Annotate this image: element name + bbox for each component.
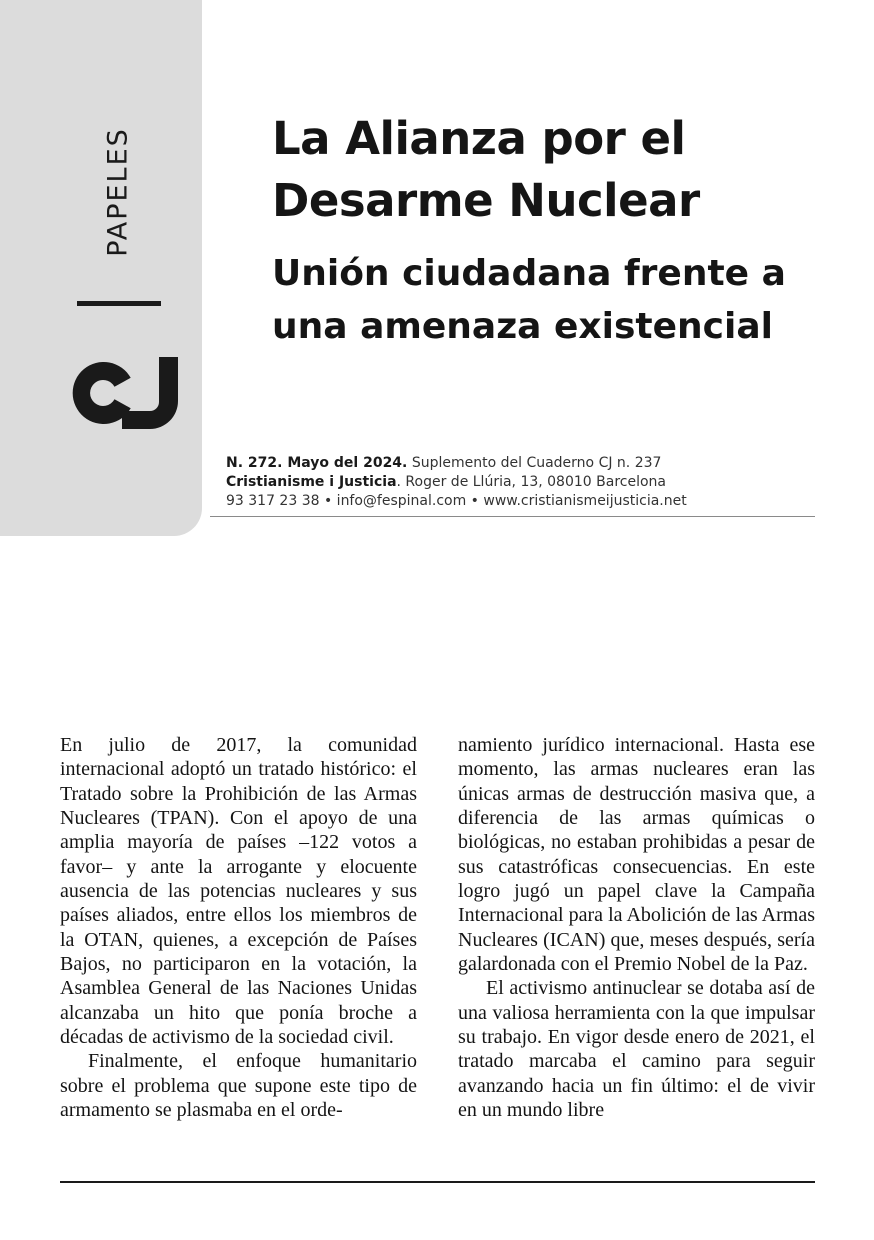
side-panel xyxy=(0,0,202,536)
title-line-2: Desarme Nuclear xyxy=(272,174,700,227)
cj-logo xyxy=(60,357,178,429)
issue-line xyxy=(226,454,687,473)
subtitle-line-2: una amenaza existencial xyxy=(272,306,773,347)
article-subtitle xyxy=(272,247,786,353)
footer-divider xyxy=(60,1181,815,1183)
side-divider xyxy=(77,301,161,306)
paragraph: Finalmente, el enfoque humanitario sobre el problema que supone este tipo de armamento se plasmaba en el orde- xyxy=(60,1050,417,1122)
issue-number: N. 272. Mayo del 2024. xyxy=(226,455,408,471)
series-label: PAPELES xyxy=(102,127,134,257)
paragraph: En julio de 2017, la comunidad internacional adoptó un tratado histórico: el Tratado sobre la Prohibición de las Armas Nucleares (TPAN). Con el apoyo de una amplia mayoría de países –122 votos a favor– y ante la arrogante y elocuente ausencia de las potencias nucleares y sus países aliados, entre ellos los miembros de la OTAN, quienes, a excepción de Países Bajos, no participaron en la votación, la Asamblea General de las Naciones Unidas alcanzaba un hito que ponía broche a décadas de activismo de la sociedad civil. xyxy=(60,734,417,1049)
address-line xyxy=(226,473,687,492)
contact-line: 93 317 23 38 • info@fespinal.com • www.cristianismeijusticia.net xyxy=(226,493,687,509)
paragraph: El activismo antinuclear se dotaba así de una valiosa herramienta con la que impulsar su trabajo. En vigor desde enero de 2021, el tratado marcaba el camino para seguir avanzando hacia un fin último: el de vivir en un mundo libre xyxy=(458,977,815,1122)
organization-name: Cristianisme i Justicia xyxy=(226,474,397,490)
body-column-left xyxy=(60,733,417,1123)
body-column-right xyxy=(458,733,815,1123)
article-title xyxy=(272,108,700,232)
subtitle-line-1: Unión ciudadana frente a xyxy=(272,253,786,294)
publication-info xyxy=(226,454,687,511)
address-text: . Roger de Llúria, 13, 08010 Barcelona xyxy=(396,474,666,490)
supplement-text: Suplemento del Cuaderno CJ n. 237 xyxy=(411,455,662,471)
paragraph: namiento jurídico internacional. Hasta ese momento, las armas nucleares eran las únicas armas de destrucción masiva que, a diferencia de las armas químicas o biológicas, no estaban prohibidas a pesar de sus catastróficas consecuencias. En este logro jugó un papel clave la Campaña Internacional para la Abolición de las Armas Nucleares (ICAN) que, meses después, sería galardonada con el Premio Nobel de la Paz. xyxy=(458,734,815,976)
title-line-1: La Alianza por el xyxy=(272,112,686,165)
meta-divider xyxy=(210,516,815,517)
